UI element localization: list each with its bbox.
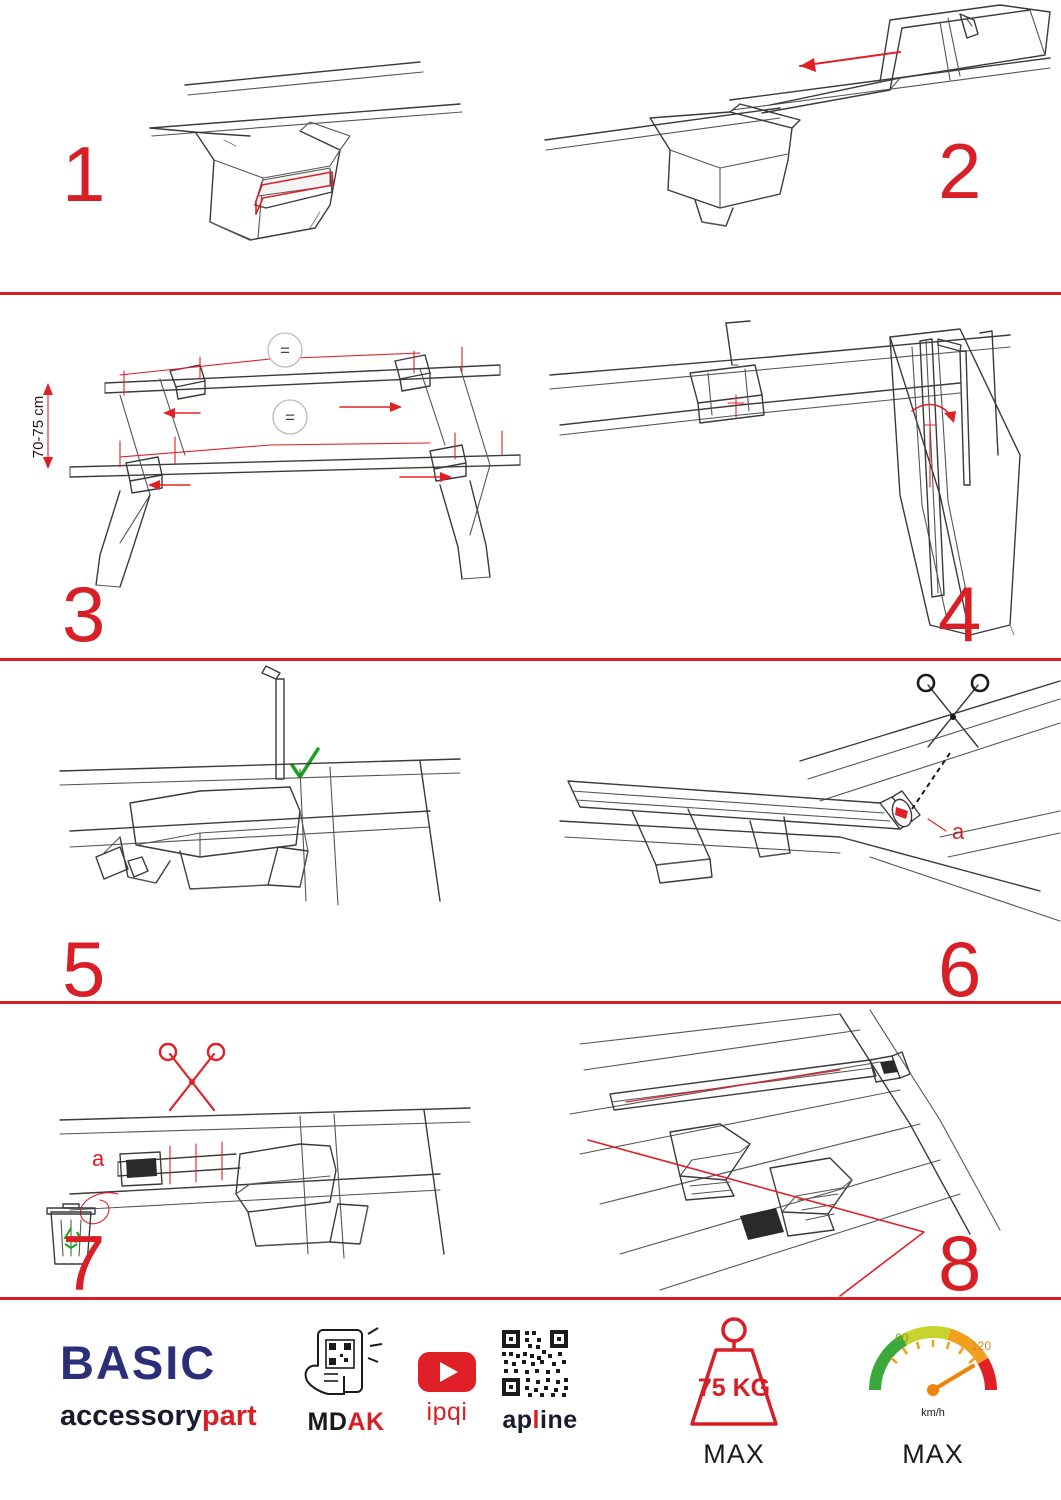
step-8-illustration	[540, 1004, 1061, 1297]
step-number-3: 3	[62, 570, 106, 658]
svg-text:120: 120	[971, 1339, 992, 1353]
step-6-illustration	[540, 661, 1061, 1001]
svg-text:70-75 cm: 70-75 cm	[30, 395, 47, 459]
svg-text:a: a	[952, 819, 965, 844]
load-limit-icon	[664, 1312, 804, 1468]
logo-label-apline: apline	[502, 1406, 578, 1434]
svg-text:=: =	[285, 408, 295, 427]
brand-accessory: accessory	[60, 1400, 202, 1432]
svg-text:a: a	[92, 1146, 105, 1171]
qr-code-icon	[478, 1326, 602, 1400]
svg-text:=: =	[280, 341, 290, 360]
load-value: 75 KG	[697, 1374, 771, 1402]
brand-basic: BASIC	[60, 1336, 217, 1389]
step-number-1: 1	[62, 130, 106, 218]
svg-text:60: 60	[895, 1331, 909, 1345]
logo-label-ipqi: ipqi	[426, 1398, 468, 1426]
speed-unit: km/h	[921, 1407, 945, 1419]
brand-part: part	[201, 1400, 257, 1432]
brand-accessorypart	[60, 1400, 257, 1433]
brand-block	[60, 1335, 257, 1433]
speed-limit-icon	[858, 1312, 1008, 1468]
logo-apline[interactable]	[478, 1326, 602, 1435]
speed-max-label: MAX	[902, 1439, 964, 1469]
step-4-illustration	[540, 295, 1061, 658]
logo-label-mdak: MDAK	[307, 1408, 385, 1436]
qr-hand-icon	[288, 1326, 404, 1402]
step-number-8: 8	[938, 1219, 982, 1307]
step-number-4: 4	[938, 570, 982, 658]
step-number-5: 5	[62, 925, 106, 1013]
step-number-7: 7	[62, 1219, 106, 1307]
load-max-label: MAX	[703, 1439, 765, 1469]
footer	[0, 1300, 1061, 1500]
step-number-2: 2	[938, 127, 982, 215]
step-number-6: 6	[938, 925, 982, 1013]
logo-mdak[interactable]	[288, 1326, 404, 1437]
